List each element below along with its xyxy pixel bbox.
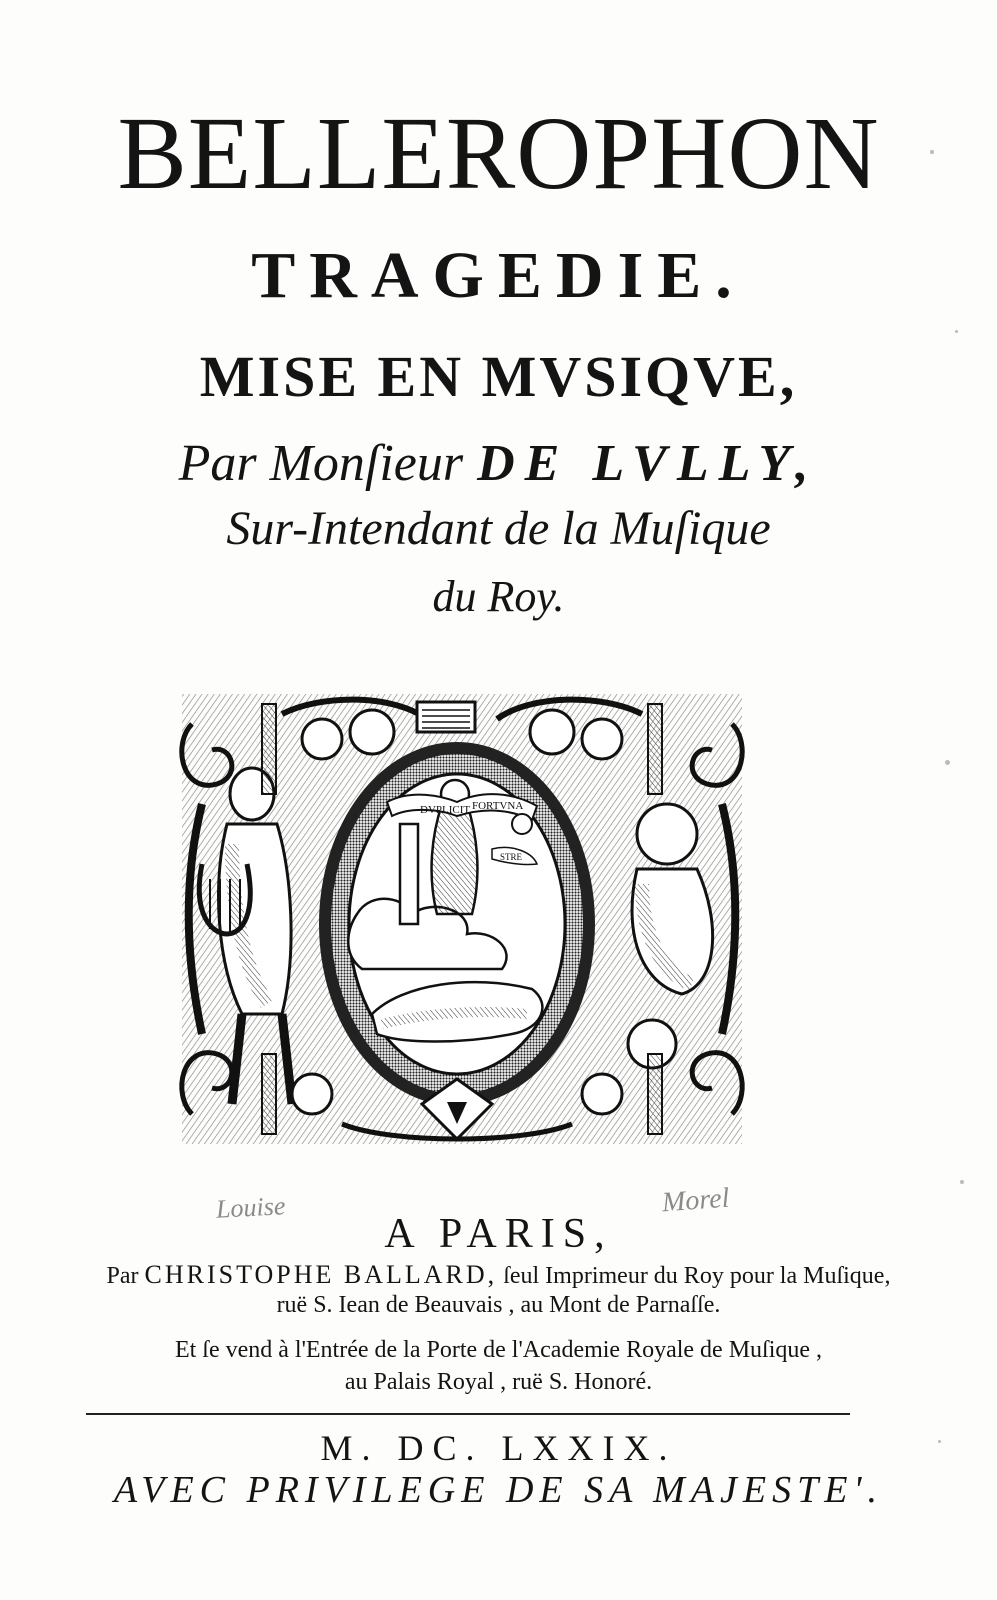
central-medallion	[319, 742, 595, 1106]
scan-speck	[938, 1440, 941, 1443]
author-name: DE LVLLY,	[477, 435, 819, 492]
printer-vignette	[172, 684, 752, 1154]
subtitle-music: MISE EN MVSIQVE,	[199, 344, 798, 409]
author-line	[0, 435, 997, 492]
printer-suffix: ſeul Imprimeur du Roy pour la Muſique,	[503, 1263, 891, 1289]
printer-name: CHRISTOPHE BALLARD,	[144, 1260, 498, 1289]
banner-lower-text: STRE	[500, 852, 523, 862]
royal-privilege: AVEC PRIVILEGE DE SA MAJESTE'.	[113, 1469, 884, 1511]
horizontal-rule	[86, 1413, 850, 1415]
scan-speck	[960, 1180, 964, 1184]
scan-speck	[945, 760, 950, 765]
imprint-printer	[0, 1262, 997, 1288]
printer-prefix: Par	[106, 1263, 139, 1289]
imprint-sale-line-2: au Palais Royal , ruë S. Honoré.	[344, 1369, 653, 1395]
author-court: du Roy.	[432, 572, 565, 621]
scan-speck	[955, 330, 958, 333]
handwritten-name-left: Louise	[215, 1191, 287, 1224]
handwritten-name-right: Morel	[660, 1182, 731, 1219]
banner-right-text: FORTVNA	[472, 800, 524, 812]
imprint-city: A PARIS,	[384, 1211, 613, 1257]
author-title: Sur-Intendant de la Muſique	[226, 502, 771, 555]
imprint-sale-line-1: Et ſe vend à l'Entrée de la Porte de l'Academie Royale de Muſique ,	[174, 1337, 823, 1363]
music-sheet	[417, 702, 475, 732]
banner-left-text: DVPLICIT	[420, 804, 471, 816]
author-prefix: Par Monſieur	[178, 435, 464, 492]
main-title: BELLEROPHON	[117, 96, 880, 211]
scan-speck	[930, 150, 934, 154]
imprint-address: ruë S. Iean de Beauvais , au Mont de Parnaſſe.	[276, 1292, 721, 1318]
publication-date: M. DC. LXXIX.	[320, 1428, 677, 1468]
subtitle-tragedie: TRAGEDIE.	[251, 239, 746, 312]
